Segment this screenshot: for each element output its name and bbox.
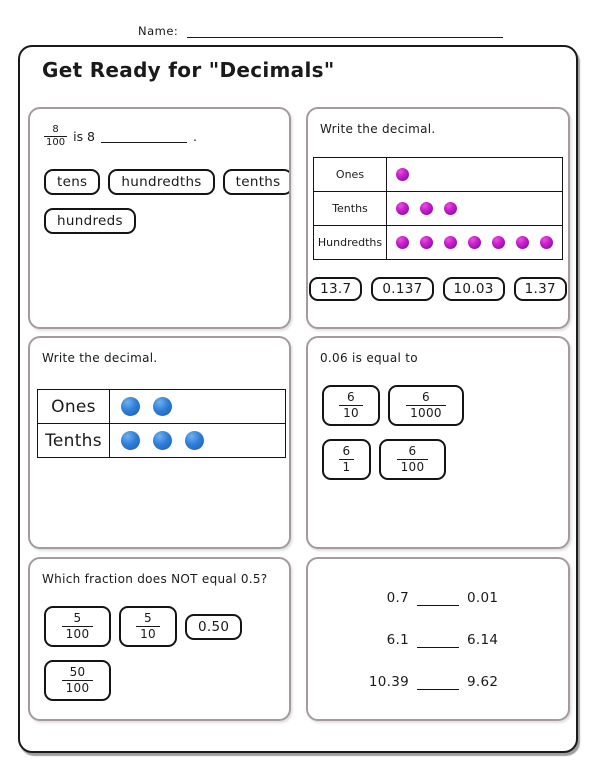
fraction-numerator: 6 [408,444,417,458]
choices-row [30,169,289,195]
table-row [314,192,563,226]
blue-dot-icon [153,397,172,416]
choice-chip[interactable]: 0.137 [371,277,433,301]
blue-dot-icon [153,431,172,450]
magenta-dot-icon [396,236,409,249]
comparison-row [355,590,521,606]
dot-group [396,236,562,249]
choice-chip[interactable]: hundreds [44,208,136,234]
choices-row [30,606,289,647]
choices-row [30,208,289,234]
blue-dot-icon [185,431,204,450]
table-row [38,390,286,424]
panel-write-decimal-blue [28,336,291,549]
dot-group [396,202,562,215]
choice-chip-fraction[interactable] [379,439,446,480]
choices-row [308,385,568,426]
worksheet-box [18,45,578,753]
magenta-dot-icon [420,236,433,249]
magenta-dot-icon [396,202,409,215]
choice-chip[interactable]: hundredths [108,169,214,195]
comparison-left-value: 6.1 [386,632,409,648]
magenta-dot-icon [444,202,457,215]
answer-blank[interactable] [101,131,187,143]
worksheet-title: Get Ready for "Decimals" [42,58,335,82]
comparison-answer-blank[interactable] [417,635,459,648]
dot-cell [110,390,286,424]
dot-cell [387,158,563,192]
place-value-label: Ones [38,390,110,424]
table-row [314,226,563,260]
fraction-denominator: 1000 [406,405,446,421]
prompt-text: Write the decimal. [320,122,436,136]
comparison-right-value: 6.14 [467,632,499,648]
magenta-dot-icon [444,236,457,249]
name-row [138,24,503,38]
choice-chip-fraction[interactable] [388,385,464,426]
table-row [38,424,286,458]
comparison-right-value: 9.62 [467,674,499,690]
place-value-label: Hundredths [314,226,387,260]
comparison-right-value: 0.01 [467,590,499,606]
place-value-table [37,389,286,458]
blue-dot-icon [121,397,140,416]
magenta-dot-icon [468,236,481,249]
blue-dot-icon [121,431,140,450]
choice-chip-fraction[interactable] [44,606,111,647]
choice-chip-fraction[interactable] [322,385,380,426]
choice-chip[interactable]: tenths [223,169,291,195]
fraction-denominator: 100 [62,680,94,696]
dot-group [119,397,285,416]
comparison-left-value: 0.7 [386,590,409,606]
place-value-label: Tenths [38,424,110,458]
prompt-text: Write the decimal. [42,351,158,365]
place-value-label: Ones [314,158,387,192]
magenta-dot-icon [540,236,553,249]
question-period: . [193,129,197,144]
choice-chip-fraction[interactable] [322,439,371,480]
prompt-text: 0.06 is equal to [320,351,418,365]
choice-chip-fraction[interactable] [44,660,111,701]
fraction-denominator: 100 [46,137,66,148]
dot-cell [110,424,286,458]
comparison-list [308,590,568,690]
comparison-answer-blank[interactable] [417,677,459,690]
place-value-label: Tenths [314,192,387,226]
panel-compare-decimals [306,557,570,721]
choice-chip[interactable]: 10.03 [443,277,505,301]
fraction-numerator: 6 [342,444,351,458]
choices-row [308,277,568,301]
fraction-numerator: 5 [144,611,152,625]
fraction-denominator: 10 [136,626,160,642]
choice-chip[interactable]: tens [44,169,100,195]
magenta-dot-icon [516,236,529,249]
dot-cell [387,192,563,226]
prompt-text: Which fraction does NOT equal 0.5? [42,572,268,586]
place-value-table [313,157,563,260]
comparison-left-value: 10.39 [368,674,409,690]
dot-group [396,168,562,181]
choices-row [30,660,289,701]
comparison-row [355,632,521,648]
choices-p5 [30,606,289,701]
magenta-dot-icon [492,236,505,249]
question-text: is 8 [73,129,96,144]
fraction-denominator: 1 [339,459,355,475]
magenta-dot-icon [420,202,433,215]
choice-chip[interactable]: 13.7 [309,277,362,301]
fraction-8-100 [44,124,67,149]
fraction-denominator: 100 [62,626,94,642]
fraction-numerator: 8 [52,124,59,135]
magenta-dot-icon [396,168,409,181]
choices-p1 [30,169,289,234]
table-row [314,158,563,192]
fraction-denominator: 100 [397,459,429,475]
choice-chip[interactable]: 1.37 [514,277,567,301]
panel-not-equal-half [28,557,291,721]
panel-place-value-words [28,107,291,329]
choices-row [308,439,568,480]
fraction-numerator: 6 [422,390,430,404]
choice-chip-fraction[interactable] [119,606,177,647]
name-label: Name: [138,24,179,38]
question-line [30,109,289,149]
fraction-denominator: 10 [339,405,363,421]
dot-group [119,431,285,450]
name-blank-line[interactable] [187,25,503,38]
choices-p2 [308,277,568,301]
panel-write-decimal-magenta [306,107,570,329]
comparison-answer-blank[interactable] [417,593,459,606]
fraction-numerator: 5 [73,611,82,625]
dot-cell [387,226,563,260]
panel-equivalent-fraction [306,336,570,549]
fraction-numerator: 50 [69,665,86,679]
choices-p4 [308,385,568,480]
comparison-row [355,674,521,690]
choice-chip[interactable]: 0.50 [185,614,242,640]
fraction-numerator: 6 [347,390,355,404]
